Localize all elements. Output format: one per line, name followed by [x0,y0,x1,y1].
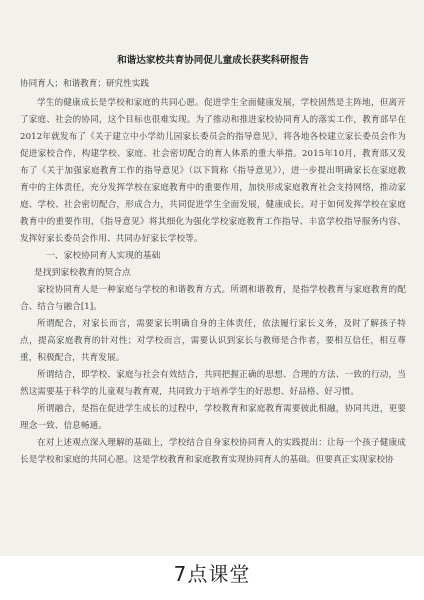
section-heading: 一、家校协同育人实现的基础 [46,251,161,261]
paragraph-intro: 学生的健康成长是学校和家庭的共同心愿。促进学生全面健康发展，学校固然是主阵地，但离开了家庭、社会的协同，这个目标也很难实现。为了推动和推进家校协同育人的落实工作，教育部早在2012年就发布了《关于建立中小学幼儿园家长委员会的指导意见》，将各地各校建立家长委员会作为促进家校合作，构建学校、家庭、社会密切配合的育人体系的重大举措。2015年10月，教育部又发布了《关于加强家庭教育工作的指导意见》（以下简称《指导意见》），进一步提出明确家长在家庭教育中的主体责任，充分发挥学校在家庭教育中的重要作用，加快形成家庭教育社会支持网络，推动家庭、学校、社会密切配合，形成合力，共同促进学生全面发展，健康成长。对于如何发挥学校在家庭教育中的重要作用，《指导意见》将其细化为强化学校家庭教育工作指导、丰富学校指导服务内容、发挥好家长委员会作用、共同办好家长学校等。 [20,98,406,244]
section-subheading: 是找到家校教育的契合点 [34,268,131,278]
paragraph-cooperation: 所谓配合，对家长而言，需要家长明确自身的主体责任，依法履行家长义务，及时了解孩子特点，提高家庭教育的针对性；对学校而言，需要认识到家长与教师是合作者，要相互信任，相互尊重，积极配合，共育发展。 [20,319,406,363]
watermark-caption: 7点课堂 [173,562,251,586]
paragraph-harmony: 家校协同育人是一种家庭与学校的和谐教育方式。所谓和谐教育，是指学校教育与家庭教育的配合、结合与融合[1]。 [20,285,406,312]
keywords-line: 协同育人；和谐教育；研究性实践 [20,79,149,89]
paragraph-foundation: 在对上述观点深入理解的基础上，学校结合自身家校协同育人的实践提出：让每一个孩子健康成长是学校和家庭的共同心愿。这是学校教育和家庭教育实现协同育人的基础。但要真正实现家校协 [20,438,406,465]
paragraph-integration: 所谓融合，是指在促进学生成长的过程中，学校教育和家庭教育需要彼此相融，协同共进，更要理念一致、信息畅通。 [20,404,406,431]
paragraph-combination: 所谓结合，即学校、家庭与社会有效结合，共同把握正确的思想、合理的方法、一致的行动，当然这需要基于科学的儿童观与教育观，共同致力于培养学生的好思想、好品格、好习惯。 [20,370,406,397]
document-title: 和谐达家校共育协同促儿童成长获奖科研报告 [117,55,309,66]
